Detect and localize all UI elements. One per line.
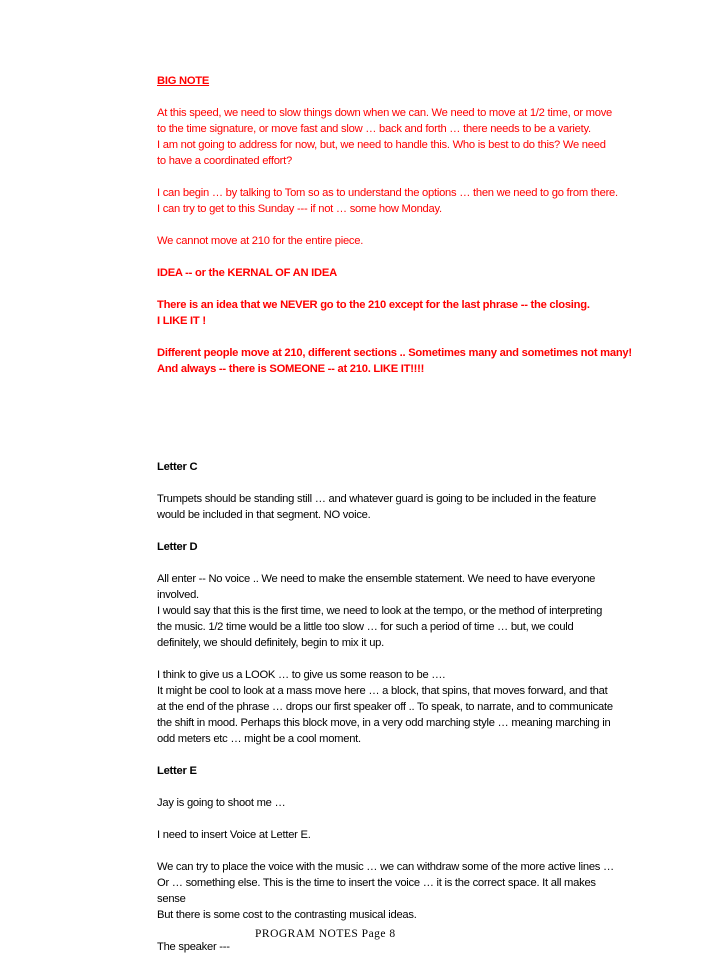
text-line: All enter -- No voice .. We need to make the ensemble statement. We need to have everyone xyxy=(157,573,596,585)
idea-paragraph-1 xyxy=(157,297,657,329)
text-line: I can try to get to this Sunday --- if not … some how Monday. xyxy=(157,203,442,215)
letter-e-paragraph-1: Jay is going to shoot me … xyxy=(157,797,286,809)
letter-c-paragraph xyxy=(157,491,657,523)
letter-d-paragraph-2 xyxy=(157,667,657,747)
text-line: Different people move at 210, different sections .. Sometimes many and sometimes not many! xyxy=(157,347,632,359)
text-line: to have a coordinated effort? xyxy=(157,155,292,167)
footer-text: PROGRAM NOTES Page 8 xyxy=(255,928,396,940)
big-note-paragraph-2 xyxy=(157,185,657,217)
letter-e-heading: Letter E xyxy=(157,765,197,777)
text-line: the shift in mood. Perhaps this block move, in a very odd marching style … meaning marching in xyxy=(157,717,611,729)
text-line: I can begin … by talking to Tom so as to understand the options … then we need to go from there. xyxy=(157,187,618,199)
letter-d-heading: Letter D xyxy=(157,541,198,553)
text-line: definitely, we should definitely, begin to mix it up. xyxy=(157,637,384,649)
text-line: I would say that this is the first time, we need to look at the tempo, or the method of interpreting xyxy=(157,605,603,617)
text-line: odd meters etc … might be a cool moment. xyxy=(157,733,361,745)
text-line: Or … something else. This is the time to insert the voice … it is the correct space. It all makes xyxy=(157,877,596,889)
text-line: But there is some cost to the contrasting musical ideas. xyxy=(157,909,417,921)
text-line: Trumpets should be standing still … and whatever guard is going to be included in the feature xyxy=(157,493,597,505)
letter-e-paragraph-2: I need to insert Voice at Letter E. xyxy=(157,829,311,841)
text-line: to the time signature, or move fast and slow … back and forth … there needs to be a variety. xyxy=(157,123,591,135)
section-spacer xyxy=(157,393,657,459)
text-line: at the end of the phrase … drops our first speaker off .. To speak, to narrate, and to communicate xyxy=(157,701,613,713)
text-line: would be included in that segment. NO voice. xyxy=(157,509,371,521)
idea-heading: IDEA -- or the KERNAL OF AN IDEA xyxy=(157,267,337,279)
text-line: I think to give us a LOOK … to give us some reason to be …. xyxy=(157,669,446,681)
text-line: And always -- there is SOMEONE -- at 210. LIKE IT!!!! xyxy=(157,363,425,375)
text-line: involved. xyxy=(157,589,199,601)
big-note-paragraph-1 xyxy=(157,105,657,169)
letter-c-heading: Letter C xyxy=(157,461,198,473)
letter-d-paragraph-1 xyxy=(157,571,657,651)
text-line: It might be cool to look at a mass move here … a block, that spins, that moves forward, and that xyxy=(157,685,608,697)
big-note-paragraph-3: We cannot move at 210 for the entire piece. xyxy=(157,235,364,247)
text-line: At this speed, we need to slow things down when we can. We need to move at 1/2 time, or move xyxy=(157,107,613,119)
text-line: I LIKE IT ! xyxy=(157,315,206,327)
text-line: the music. 1/2 time would be a little too slow … for such a period of time … but, we could xyxy=(157,621,574,633)
letter-e-paragraph-3 xyxy=(157,859,657,923)
text-line: We can try to place the voice with the music … we can withdraw some of the more active lines … xyxy=(157,861,614,873)
document-body xyxy=(157,73,657,971)
big-note-heading: BIG NOTE xyxy=(157,75,210,87)
idea-paragraph-2 xyxy=(157,345,657,377)
letter-e-paragraph-4: The speaker --- xyxy=(157,941,230,953)
text-line: There is an idea that we NEVER go to the 210 except for the last phrase -- the closing. xyxy=(157,299,590,311)
text-line: I am not going to address for now, but, we need to handle this. Who is best to do this? We need xyxy=(157,139,606,151)
text-line: sense xyxy=(157,893,186,905)
